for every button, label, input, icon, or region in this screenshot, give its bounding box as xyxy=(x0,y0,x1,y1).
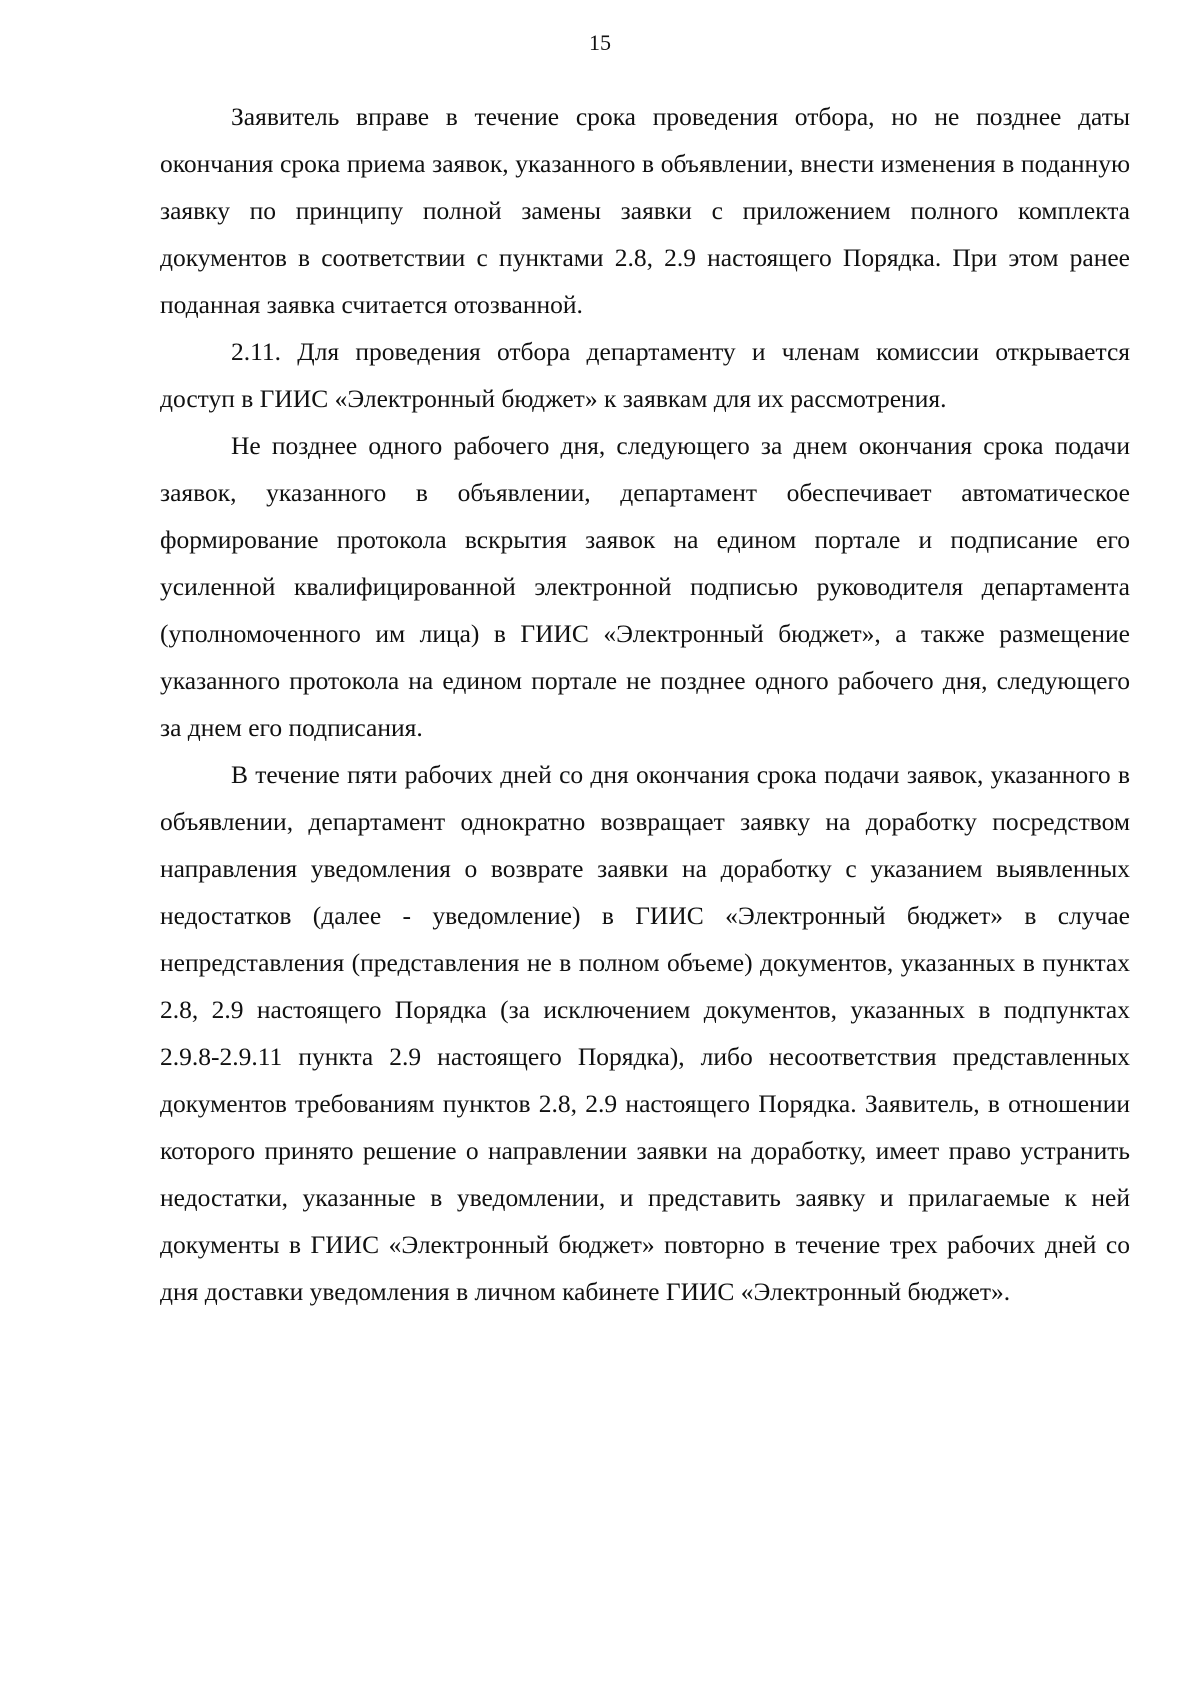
paragraph-opening-protocol: Не позднее одного рабочего дня, следующего за днем окончания срока подачи заявок, указанного в объявлении, департамент обеспечивает автоматическое формирование протокола вскрытия заявок на едином портале и подписание его усиленной квалифицированной электронной подписью руководителя департамента (уполномоченного им лица) в ГИИС «Электронный бюджет», а также размещение указанного протокола на едином портале не позднее одного рабочего дня, следующего за днем его подписания. xyxy=(160,431,1130,742)
paragraph-application-changes: Заявитель вправе в течение срока проведения отбора, но не позднее даты окончания срока приема заявок, указанного в объявлении, внести изменения в поданную заявку по принципу полной замены заявки с приложением полного комплекта документов в соответствии с пунктами 2.8, 2.9 настоящего Порядка. При этом ранее поданная заявка считается отозванной. xyxy=(160,102,1130,319)
paragraph-2-11-access: 2.11. Для проведения отбора департаменту и членам комиссии открывается доступ в ГИИС «Электронный бюджет» к заявкам для их рассмотрения. xyxy=(160,337,1130,413)
document-body xyxy=(160,93,1130,1315)
page-number: 15 xyxy=(589,30,611,55)
paragraph-return-for-revision: В течение пяти рабочих дней со дня окончания срока подачи заявок, указанного в объявлении, департамент однократно возвращает заявку на доработку посредством направления уведомления о возврате заявки на доработку с указанием выявленных недостатков (далее - уведомление) в ГИИС «Электронный бюджет» в случае непредставления (представления не в полном объеме) документов, указанных в пунктах 2.8, 2.9 настоящего Порядка (за исключением документов, указанных в подпунктах 2.9.8-2.9.11 пункта 2.9 настоящего Порядка), либо несоответствия представленных документов требованиям пунктов 2.8, 2.9 настоящего Порядка. Заявитель, в отношении которого принято решение о направлении заявки на доработку, имеет право устранить недостатки, указанные в уведомлении, и представить заявку и прилагаемые к ней документы в ГИИС «Электронный бюджет» повторно в течение трех рабочих дней со дня доставки уведомления в личном кабинете ГИИС «Электронный бюджет». xyxy=(160,760,1130,1306)
